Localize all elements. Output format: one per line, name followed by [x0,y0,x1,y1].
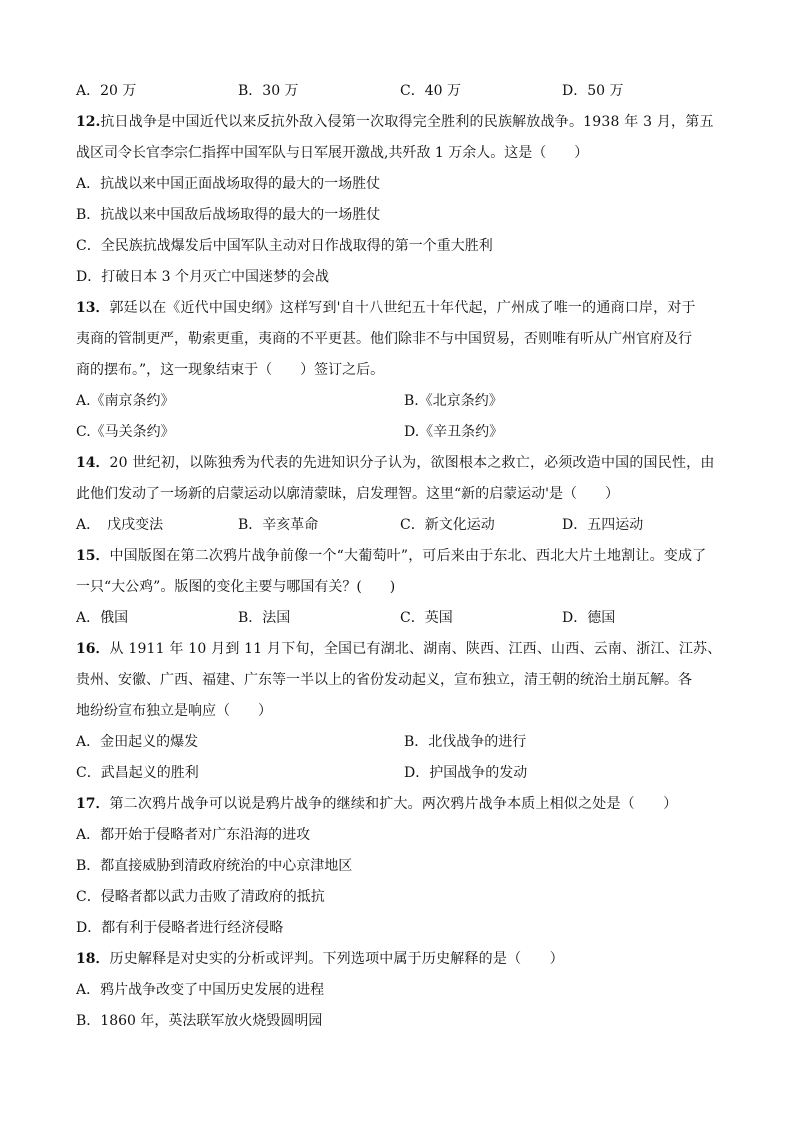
q16-stem-line-1 [76,634,734,665]
q17-option-b: B．都直接威胁到清政府统治的中心京津地区 [76,858,353,874]
q14-stem-text-1: 20 世纪初，以陈独秀为代表的先进知识分子认为，欲图根本之救亡，必须改造中国的国民性，由 [109,455,715,471]
q17-option-c: C．侵略者都以武力击败了清政府的抵抗 [76,889,325,905]
q14-option-c: C．新文化运动 [400,517,495,533]
q11-option-a: A．20 万 [76,83,137,99]
q17-option-a: A．都开始于侵略者对广东沿海的进攻 [76,827,311,843]
q13-option-d: D.《辛丑条约》 [404,424,504,440]
q13-options-row-1 [76,386,734,417]
q12-option-c: C．全民族抗战爆发后中国军队主动对日作战取得的第一个重大胜利 [76,238,493,254]
q16-stem-line-3: 地纷纷宣布独立是响应（ ） [76,703,272,719]
q14-options [76,510,734,541]
q15-option-a: A．俄国 [76,610,129,626]
q17-number: 17． [76,796,110,812]
q16-option-b: B．北伐战争的进行 [404,734,527,750]
q16-number: 16． [76,641,110,657]
q12-option-d: D．打破日本 3 个月灭亡中国迷梦的会战 [76,269,330,285]
q13-option-a: A.《南京条约》 [76,393,175,409]
q18-option-b: B．1860 年，英法联军放火烧毁圆明园 [76,1013,323,1029]
q17-stem-text-1: 第二次鸦片战争可以说是鸦片战争的继续和扩大。两次鸦片战争本质上相似之处是（ ） [109,796,678,812]
q15-option-b: B．法国 [238,610,291,626]
q16-options-row-1 [76,727,734,758]
q18-number: 18． [76,951,110,967]
q13-stem-line-2: 夷商的管制更严，勒索更重，夷商的不平更甚。他们除非不与中国贸易，否则唯有听从广州官府及行 [76,331,692,347]
q15-stem-text-1: 中国版图在第二次鸦片战争前像一个“大葡萄叶”，可后来由于东北、西北大片土地割让。变成了 [109,548,707,564]
q16-option-c: C．武昌起义的胜利 [76,765,199,781]
q16-options-row-2 [76,758,734,789]
q12-option-a: A．抗战以来中国正面战场取得的最大的一场胜仗 [76,176,381,192]
q15-option-c: C．英国 [400,610,453,626]
q18-stem-text-1: 历史解释是对史实的分析或评判。下列选项中属于历史解释的是（ ） [109,951,564,967]
q12-stem-line-1 [76,107,734,138]
q11-option-b: B．30 万 [238,83,299,99]
q13-options-row-2 [76,417,734,448]
q18-option-a: A．鸦片战争改变了中国历史发展的进程 [76,982,325,998]
q13-stem-text-1: 郭廷以在《近代中国史纲》这样写到'自十八世纪五十年代起，广州成了唯一的通商口岸，对于 [109,300,696,316]
q15-stem-line-1 [76,541,734,572]
q12-number: 12. [76,114,101,130]
q18-stem-line-1 [76,944,734,975]
q15-number: 15． [76,548,110,564]
q14-stem-line-2: 此他们发动了一场新的启蒙运动以廓清蒙昧，启发理智。这里“新的启蒙运动'是（ ） [76,486,620,502]
q17-stem-line-1 [76,789,734,820]
q14-number: 14． [76,455,110,471]
q13-option-c: C.《马关条约》 [76,424,175,440]
q11-options [76,76,734,107]
q13-option-b: B.《北京条约》 [404,393,503,409]
q11-option-c: C．40 万 [400,83,461,99]
q16-option-a: A．金田起义的爆发 [76,734,199,750]
q17-option-d: D．都有利于侵略者进行经济侵略 [76,920,284,936]
q13-stem-line-1 [76,293,734,324]
q16-stem-line-2: 贵州、安徽、广西、福建、广东等一半以上的省份发动起义，宣布独立，清王朝的统治土崩瓦解。各 [76,672,692,688]
q16-option-d: D．护国战争的发动 [404,765,528,781]
q14-option-b: B．辛亥革命 [238,517,319,533]
q14-option-a: A． 戊戌变法 [76,517,164,533]
q15-stem-line-2: 一只“大公鸡”。版图的变化主要与哪国有关？( ) [76,579,396,595]
q11-option-d: D．50 万 [562,83,624,99]
q14-stem-line-1 [76,448,734,479]
q12-stem-text-1: 抗日战争是中国近代以来反抗外敌入侵第一次取得完全胜利的民族解放战争。1938 年 3 月，第五 [100,114,714,130]
q16-stem-text-1: 从 1911 年 10 月到 11 月下旬，全国已有湖北、湖南、陕西、江西、山西、云南、浙江、江苏、 [109,641,722,657]
q13-number: 13． [76,300,110,316]
q14-option-d: D．五四运动 [562,517,644,533]
q15-option-d: D．德国 [562,610,616,626]
q12-stem-line-2: 战区司令长官李宗仁指挥中国军队与日军展开激战,共歼敌 1 万余人。这是（ ） [76,145,589,161]
q12-option-b: B．抗战以来中国敌后战场取得的最大的一场胜仗 [76,207,381,223]
q15-options [76,603,734,634]
q13-stem-line-3: 商的摆布。”，这一现象结束于（ ）签订之后。 [76,362,385,378]
